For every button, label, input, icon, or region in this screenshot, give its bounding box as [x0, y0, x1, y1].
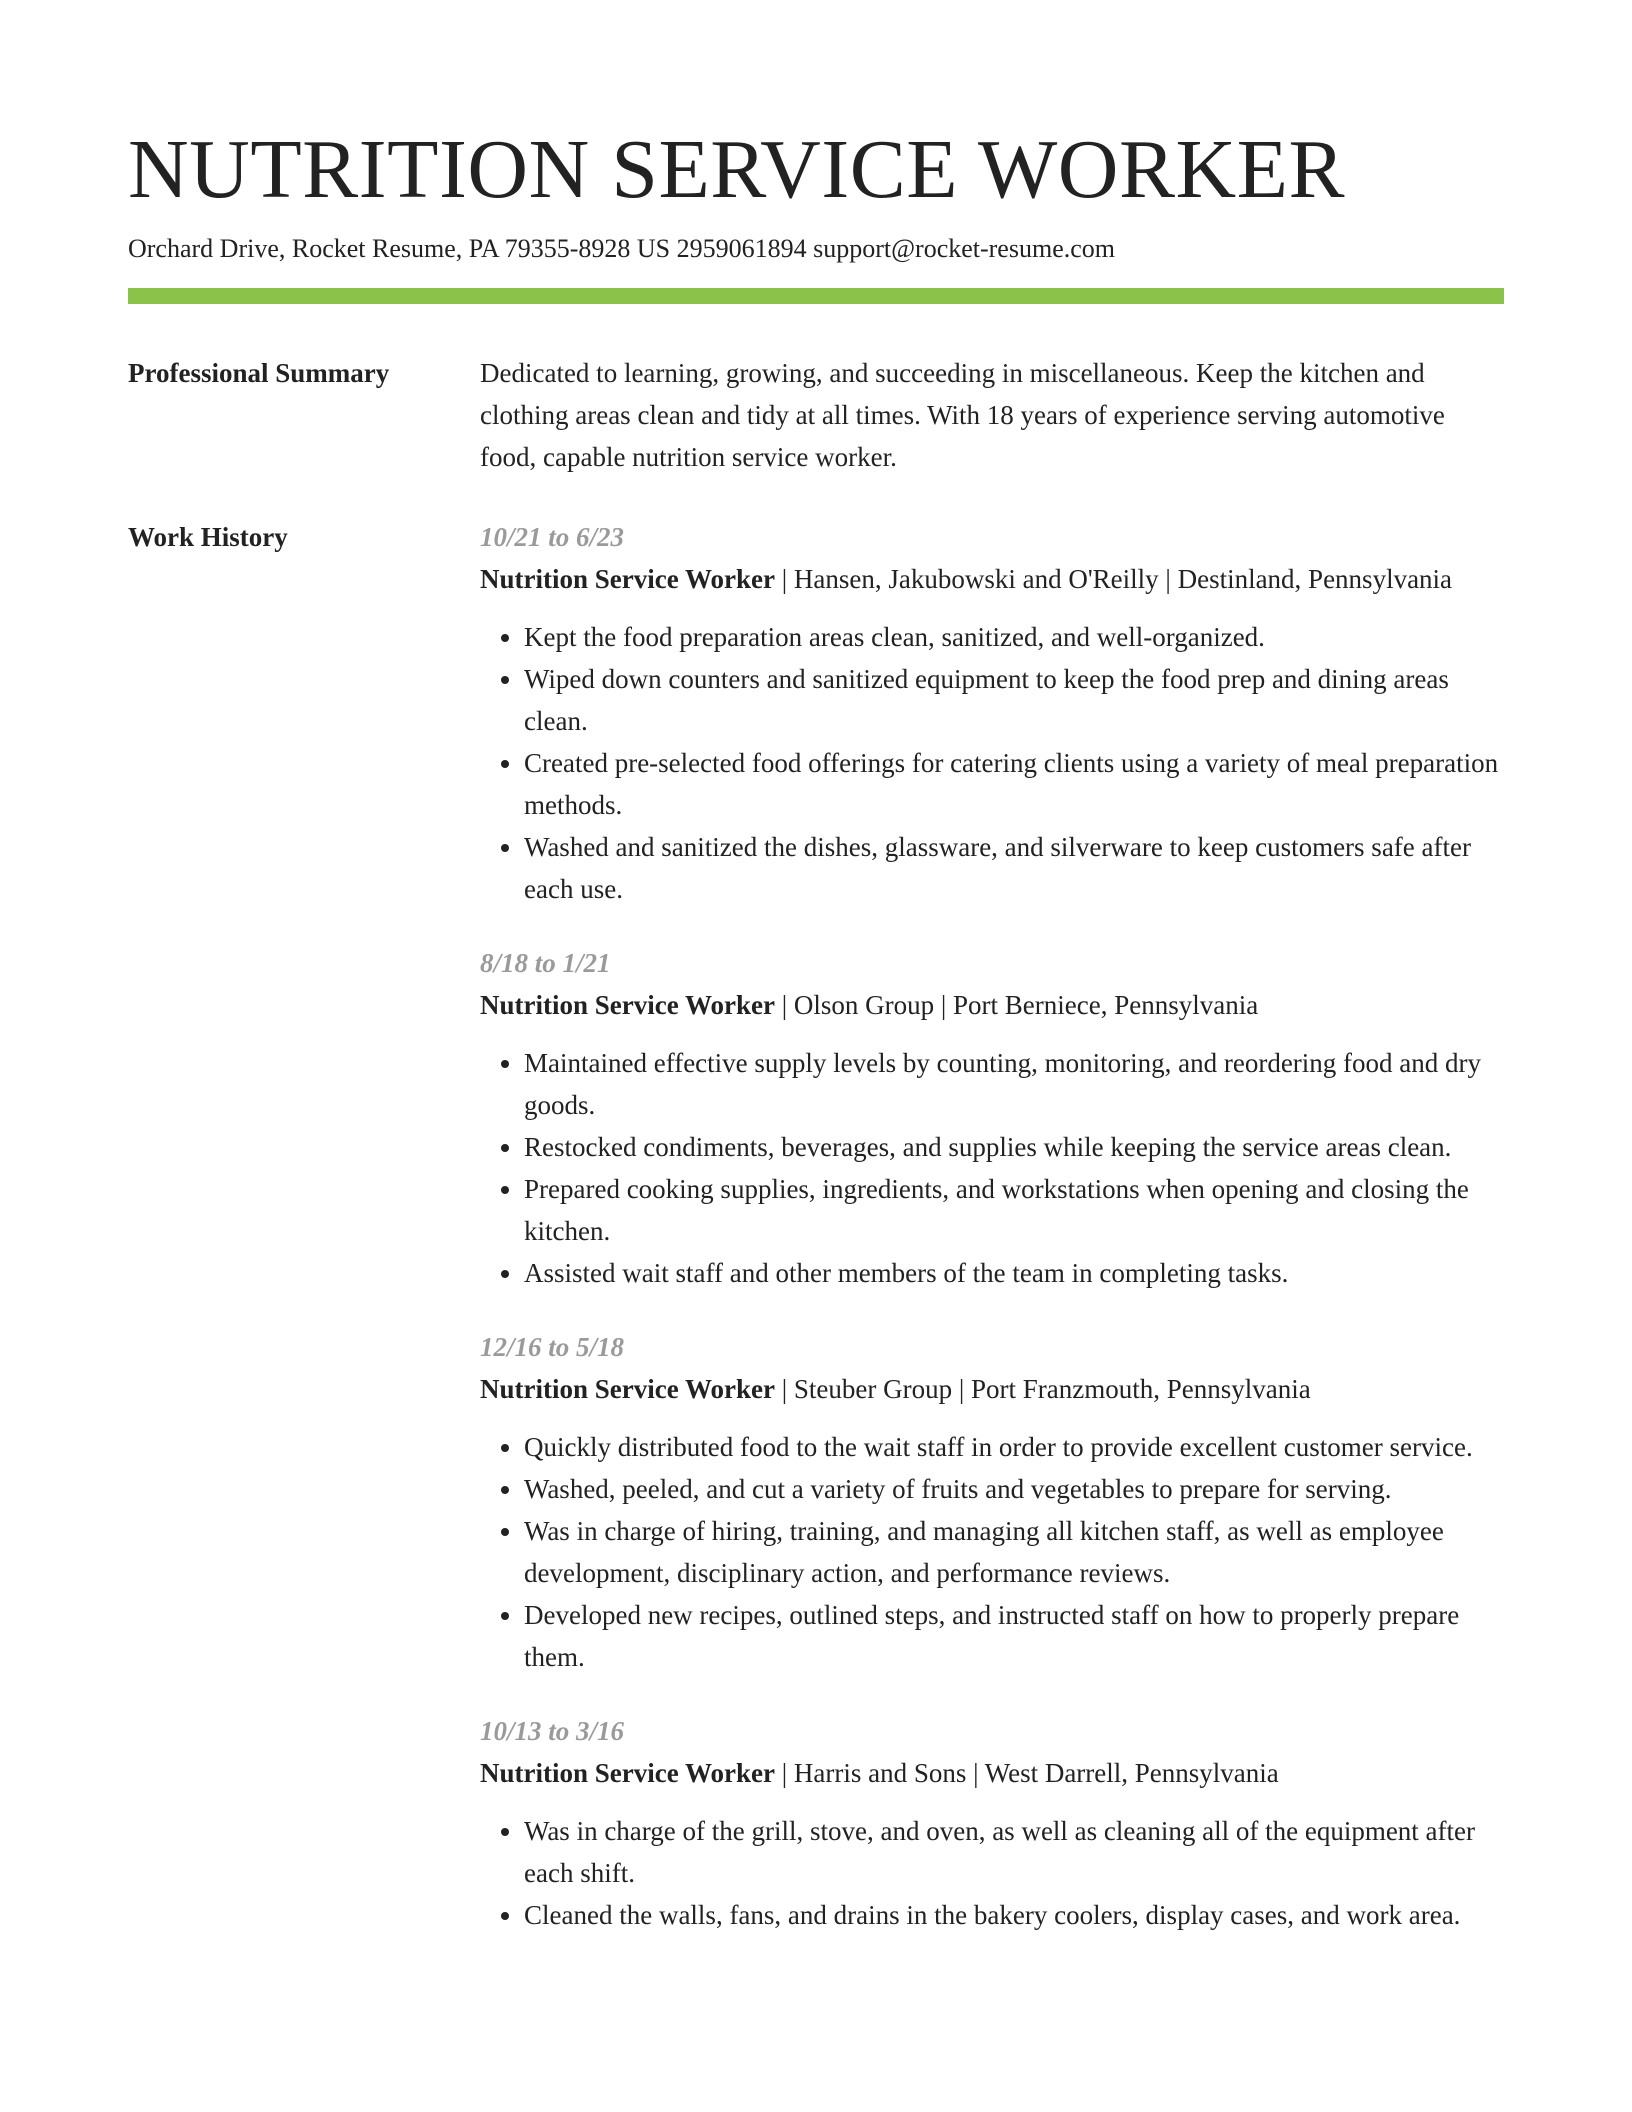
- job-details: | Hansen, Jakubowski and O'Reilly | Destinland, Pennsylvania: [774, 564, 1453, 594]
- job-bullet: • Created pre-selected food offerings for catering clients using a variety of meal preparation methods.: [524, 742, 1504, 826]
- job-bullet: • Was in charge of hiring, training, and managing all kitchen staff, as well as employee development, disciplinary action, and performance reviews.: [524, 1510, 1504, 1594]
- job-heading: [480, 984, 1504, 1026]
- job-bullets: [480, 616, 1504, 910]
- job-bullet: • Washed and sanitized the dishes, glassware, and silverware to keep customers safe after each use.: [524, 826, 1504, 910]
- job-bullets: [480, 1426, 1504, 1678]
- accent-divider: [128, 288, 1504, 304]
- summary-text: Dedicated to learning, growing, and succeeding in miscellaneous. Keep the kitchen and clothing areas clean and tidy at all times. With 18 years of experience serving automotive food, capable nutrition service worker.: [480, 358, 1445, 472]
- job-dates: 12/16 to 5/18: [480, 1332, 625, 1362]
- contact-info: Orchard Drive, Rocket Resume, PA 79355-8928 US 2959061894 support@rocket-resume.com: [128, 234, 1115, 263]
- job-bullet: • Kept the food preparation areas clean, sanitized, and well-organized.: [524, 616, 1504, 658]
- job-details: | Olson Group | Port Berniece, Pennsylvania: [774, 990, 1259, 1020]
- job-bullet: • Restocked condiments, beverages, and supplies while keeping the service areas clean.: [524, 1126, 1504, 1168]
- resume-title: NUTRITION SERVICE WORKER: [128, 123, 1345, 216]
- work-history-body: [480, 516, 1504, 1936]
- job-dates: 10/13 to 3/16: [480, 1716, 625, 1746]
- job-bullet: • Washed, peeled, and cut a variety of fruits and vegetables to prepare for serving.: [524, 1468, 1504, 1510]
- resume-page: [128, 118, 1504, 1936]
- job-bullet: • Cleaned the walls, fans, and drains in the bakery coolers, display cases, and work area.: [524, 1894, 1504, 1936]
- job-bullet: • Wiped down counters and sanitized equipment to keep the food prep and dining areas clean.: [524, 658, 1504, 742]
- section-heading-summary: Professional Summary: [128, 358, 390, 388]
- job-entry: [480, 1710, 1504, 1936]
- job-dates: 10/21 to 6/23: [480, 522, 625, 552]
- job-bullets: [480, 1042, 1504, 1294]
- job-bullet: • Developed new recipes, outlined steps, and instructed staff on how to properly prepare them.: [524, 1594, 1504, 1678]
- job-entry: [480, 1326, 1504, 1678]
- job-bullet: • Prepared cooking supplies, ingredients, and workstations when opening and closing the kitchen.: [524, 1168, 1504, 1252]
- summary-body: [480, 352, 1504, 478]
- job-title: Nutrition Service Worker: [480, 990, 775, 1020]
- job-title: Nutrition Service Worker: [480, 1374, 775, 1404]
- job-heading: [480, 1368, 1504, 1410]
- job-entry: [480, 516, 1504, 910]
- professional-summary-section: [128, 352, 1504, 478]
- job-bullet: • Quickly distributed food to the wait staff in order to provide excellent customer service.: [524, 1426, 1504, 1468]
- job-bullet: • Maintained effective supply levels by counting, monitoring, and reordering food and dry goods.: [524, 1042, 1504, 1126]
- job-title: Nutrition Service Worker: [480, 564, 775, 594]
- job-details: | Steuber Group | Port Franzmouth, Pennsylvania: [774, 1374, 1311, 1404]
- section-heading-work-history: Work History: [128, 522, 288, 552]
- job-heading: [480, 558, 1504, 600]
- job-details: | Harris and Sons | West Darrell, Pennsylvania: [774, 1758, 1279, 1788]
- job-dates: 8/18 to 1/21: [480, 948, 611, 978]
- work-history-section: [128, 516, 1504, 1936]
- job-bullets: [480, 1810, 1504, 1936]
- job-bullet: • Assisted wait staff and other members of the team in completing tasks.: [524, 1252, 1504, 1294]
- job-entry: [480, 942, 1504, 1294]
- job-title: Nutrition Service Worker: [480, 1758, 775, 1788]
- job-bullet: • Was in charge of the grill, stove, and oven, as well as cleaning all of the equipment after each shift.: [524, 1810, 1504, 1894]
- job-heading: [480, 1752, 1504, 1794]
